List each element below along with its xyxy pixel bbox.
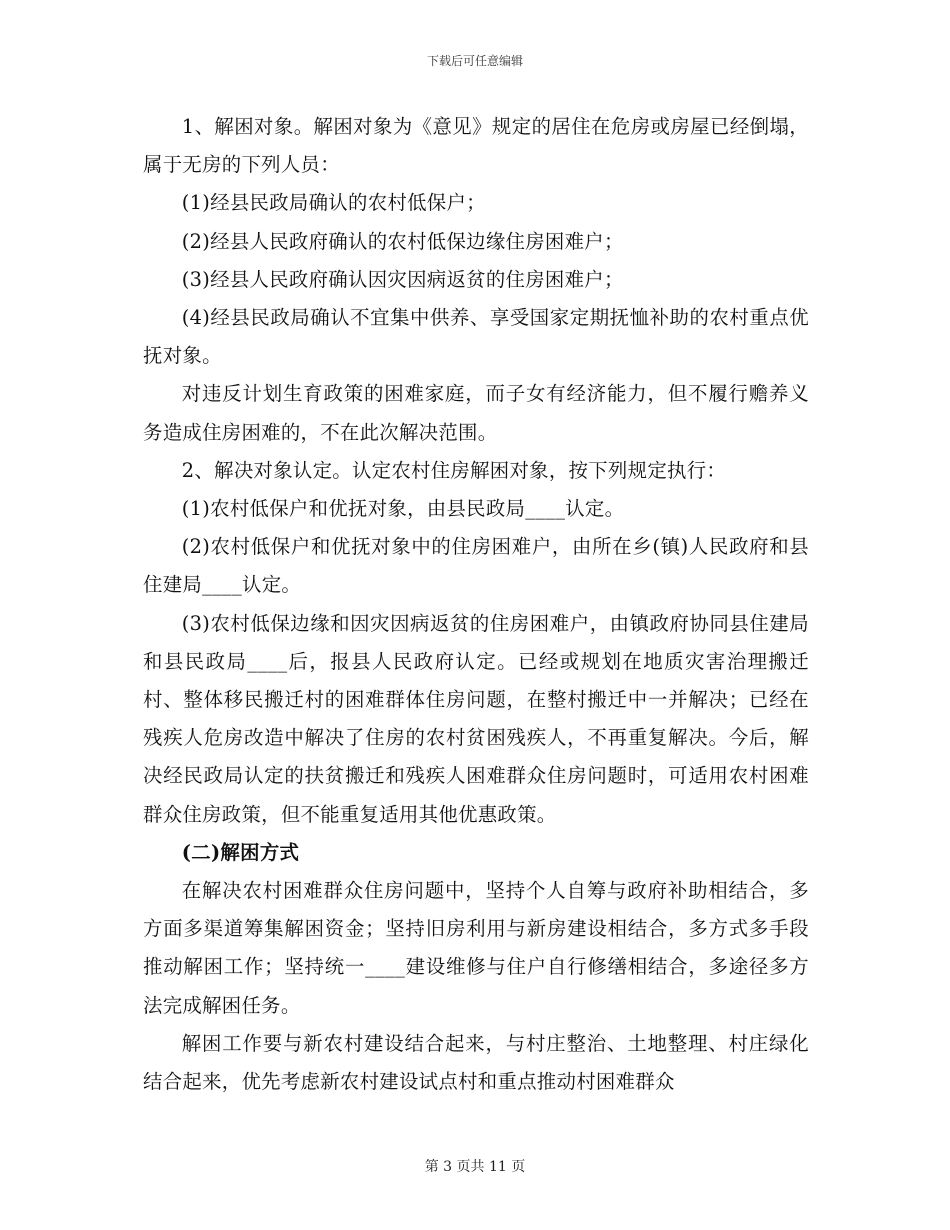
- paragraph-item-2: (2)经县人民政府确认的农村低保边缘住房困难户；: [181, 229, 624, 253]
- paragraph-item-4: (4)经县民政局确认不宜集中供养、享受国家定期抚恤补助的农村重点优抚对象。: [143, 306, 809, 368]
- paragraph-item-3: (3)经县人民政府确认因灾因病返贫的住房困难户；: [181, 267, 624, 291]
- paragraph-integration: 解困工作要与新农村建设结合起来，与村庄整治、土地整理、村庄绿化结合起来，优先考虑新农村建设试点村和重点推动村困难群众: [143, 1031, 809, 1094]
- document-body: [143, 108, 809, 1101]
- paragraph-identification-1: (1)农村低保户和优抚对象，由县民政局____认定。: [181, 497, 625, 521]
- paragraph-identification-2: (2)农村低保户和优抚对象中的住房困难户，由所在乡(镇)人民政府和县住建局____认定。: [143, 535, 809, 597]
- paragraph-target-identification: 2、解决对象认定。认定农村住房解困对象，按下列规定执行：: [181, 458, 727, 482]
- paragraph-relief-target: 1、解困对象。解困对象为《意见》规定的居住在危房或房屋已经倒塌，属于无房的下列人员：: [143, 115, 809, 177]
- section-heading-relief-method: (二)解困方式: [181, 840, 300, 864]
- paragraph-relief-method: 在解决农村困难群众住房问题中，坚持个人自筹与政府补助相结合，多方面多渠道筹集解困资金；坚持旧房利用与新房建设相结合，多方式多手段推动解困工作；坚持统一____建设维修与住户自行修缮相结合，多途径多方法完成解困任务。: [143, 879, 809, 1017]
- page-number: 第 3 页共 11 页: [424, 1159, 526, 1175]
- paragraph-exclusion: 对违反计划生育政策的困难家庭，而子女有经济能力，但不履行赡养义务造成住房困难的，不在此次解决范围。: [143, 382, 809, 444]
- paragraph-identification-3: (3)农村低保边缘和因灾因病返贫的住房困难户，由镇政府协同县住建局和县民政局____后，报县人民政府认定。已经或规划在地质灾害治理搬迁村、整体移民搬迁村的困难群体住房问题，在整村搬迁中一并解决；已经在残疾人危房改造中解决了住房的农村贫困残疾人，不再重复解决。今后，解决经民政局认定的扶贫搬迁和残疾人困难群众住房问题时，可适用农村困难群众住房政策，但不能重复适用其他优惠政策。: [143, 611, 809, 826]
- page-header: 下载后可任意编辑: [426, 54, 523, 68]
- paragraph-item-1: (1)经县民政局确认的农村低保户；: [181, 191, 486, 215]
